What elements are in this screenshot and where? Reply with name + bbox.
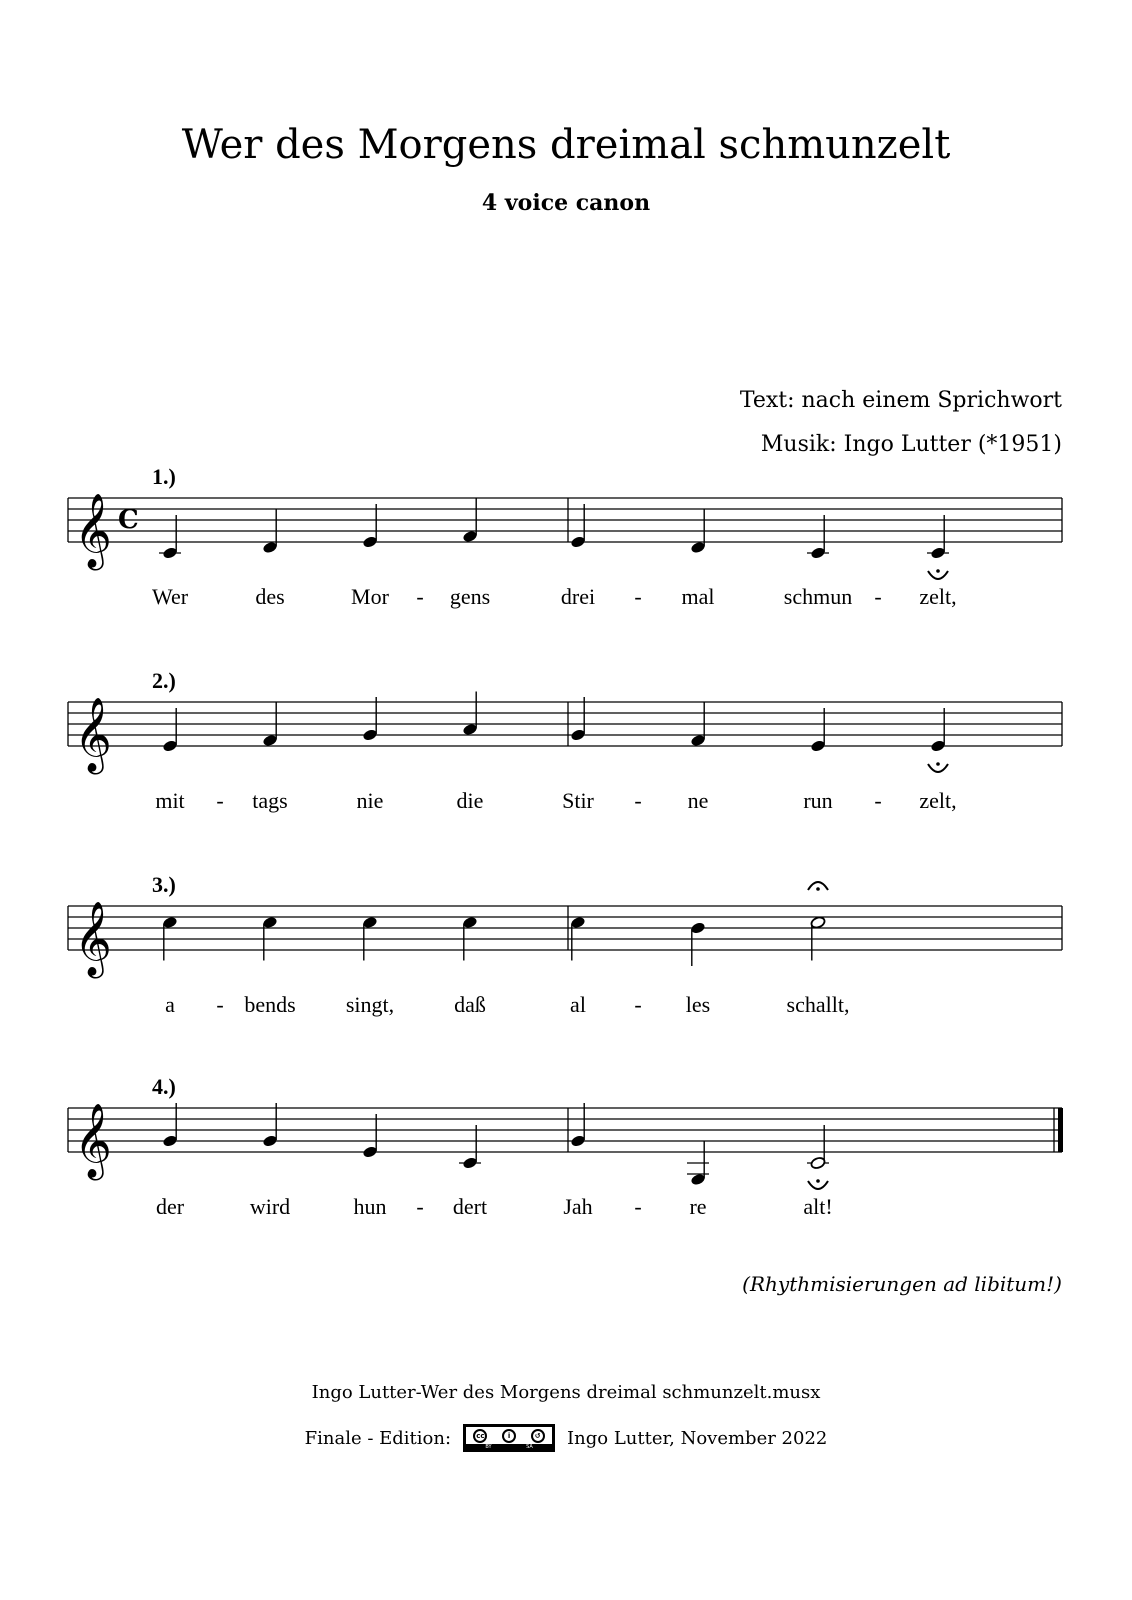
lyric-syllable: daß (454, 992, 486, 1017)
note (808, 882, 828, 961)
note (162, 916, 178, 961)
note (262, 1103, 278, 1148)
note (462, 692, 478, 737)
lyric-hyphen: - (416, 584, 424, 609)
lyric-syllable: des (255, 584, 285, 609)
lyric-syllable: alt! (803, 1194, 833, 1219)
music-credit: Musik: Ingo Lutter (*1951) (760, 432, 1062, 457)
license-by-caption: BY (485, 1444, 492, 1450)
lyric-syllable: gens (449, 584, 491, 609)
lyric-syllable: a (165, 992, 175, 1017)
note (807, 515, 829, 560)
note (928, 708, 948, 772)
performance-note: (Rhythmisierungen ad libitum!) (742, 1272, 1062, 1296)
lyric-syllable: les (685, 992, 711, 1017)
lyric-syllable: schmun (783, 584, 853, 609)
lyric-syllable: dert (452, 1194, 488, 1219)
note (570, 1103, 586, 1148)
note (459, 1125, 481, 1170)
note (362, 504, 378, 549)
note (262, 703, 278, 748)
edition-label: Finale - Edition: (304, 1427, 452, 1449)
author-date: Ingo Lutter, November 2022 (567, 1427, 828, 1449)
note (362, 697, 378, 742)
system-number: 2.) (152, 668, 176, 693)
note (807, 1125, 829, 1189)
lyric-syllable: schallt, (786, 992, 850, 1017)
by-icon: i (502, 1429, 516, 1443)
treble-clef-icon: 𝄞 (74, 494, 112, 568)
system-number: 4.) (152, 1074, 176, 1099)
system-number: 3.) (152, 872, 176, 897)
text-credit: Text: nach einem Sprichwort (739, 388, 1062, 413)
note (690, 510, 706, 555)
lyric-syllable: tags (252, 788, 288, 813)
lyric-syllable: zelt, (919, 788, 957, 813)
note (462, 916, 478, 961)
lyric-syllable: die (456, 788, 484, 813)
note (690, 921, 706, 966)
note (927, 515, 949, 579)
lyric-syllable: run (803, 788, 833, 813)
note (162, 708, 178, 753)
lyric-syllable: mit (155, 788, 185, 813)
lyric-hyphen: - (634, 992, 642, 1017)
lyric-syllable: der (155, 1194, 185, 1219)
lyric-syllable: Jah (563, 1194, 593, 1219)
lyric-syllable: Mor (351, 584, 389, 609)
treble-clef-icon: 𝄞 (74, 902, 112, 976)
cc-by-sa-license-icon (463, 1424, 555, 1452)
lyric-syllable: re (689, 1194, 707, 1219)
lyric-hyphen: - (416, 1194, 424, 1219)
lyric-syllable: Wer (151, 584, 189, 609)
lyric-syllable: ne (687, 788, 709, 813)
note (162, 1103, 178, 1148)
note (362, 1114, 378, 1159)
note (262, 510, 278, 555)
note (262, 916, 278, 961)
note (570, 916, 586, 961)
note (159, 515, 181, 560)
lyric-syllable: drei (560, 584, 596, 609)
lyric-syllable: mal (681, 584, 715, 609)
lyric-hyphen: - (216, 788, 224, 813)
note (690, 703, 706, 748)
note (570, 504, 586, 549)
treble-clef-icon: 𝄞 (74, 698, 112, 772)
lyric-hyphen: - (634, 788, 642, 813)
subtitle: 4 voice canon (481, 190, 651, 216)
footer-edition (0, 1424, 1132, 1452)
fermata-dot (936, 569, 940, 573)
title: Wer des Morgens dreimal schmunzelt (181, 122, 951, 168)
note (362, 916, 378, 961)
lyric-hyphen: - (634, 584, 642, 609)
lyric-syllable: bends (244, 992, 296, 1017)
note (810, 708, 826, 753)
license-sa-caption: SA (526, 1444, 533, 1450)
cc-icon: cc (473, 1429, 487, 1443)
lyric-syllable: nie (356, 788, 384, 813)
lyric-hyphen: - (874, 788, 882, 813)
lyric-syllable: singt, (345, 992, 395, 1017)
lyric-hyphen: - (216, 992, 224, 1017)
time-signature: C (118, 505, 139, 535)
fermata-dot (936, 762, 940, 766)
lyric-syllable: al (570, 992, 586, 1017)
footer-file-name: Ingo Lutter-Wer des Morgens dreimal schmunzelt.musx (311, 1382, 821, 1403)
treble-clef-icon: 𝄞 (74, 1104, 112, 1178)
system-number: 1.) (152, 464, 176, 489)
lyric-syllable: Stir (562, 788, 594, 813)
lyric-syllable: zelt, (919, 584, 957, 609)
lyric-syllable: wird (249, 1194, 291, 1219)
lyric-syllable: hun (353, 1194, 387, 1219)
sa-icon: ↺ (531, 1429, 545, 1443)
note (462, 499, 478, 544)
fermata-dot (816, 1179, 820, 1183)
note (570, 697, 586, 742)
fermata-dot (816, 887, 820, 891)
lyric-hyphen: - (634, 1194, 642, 1219)
final-barline-thick (1058, 1108, 1063, 1152)
note (687, 1142, 709, 1187)
lyric-hyphen: - (874, 584, 882, 609)
